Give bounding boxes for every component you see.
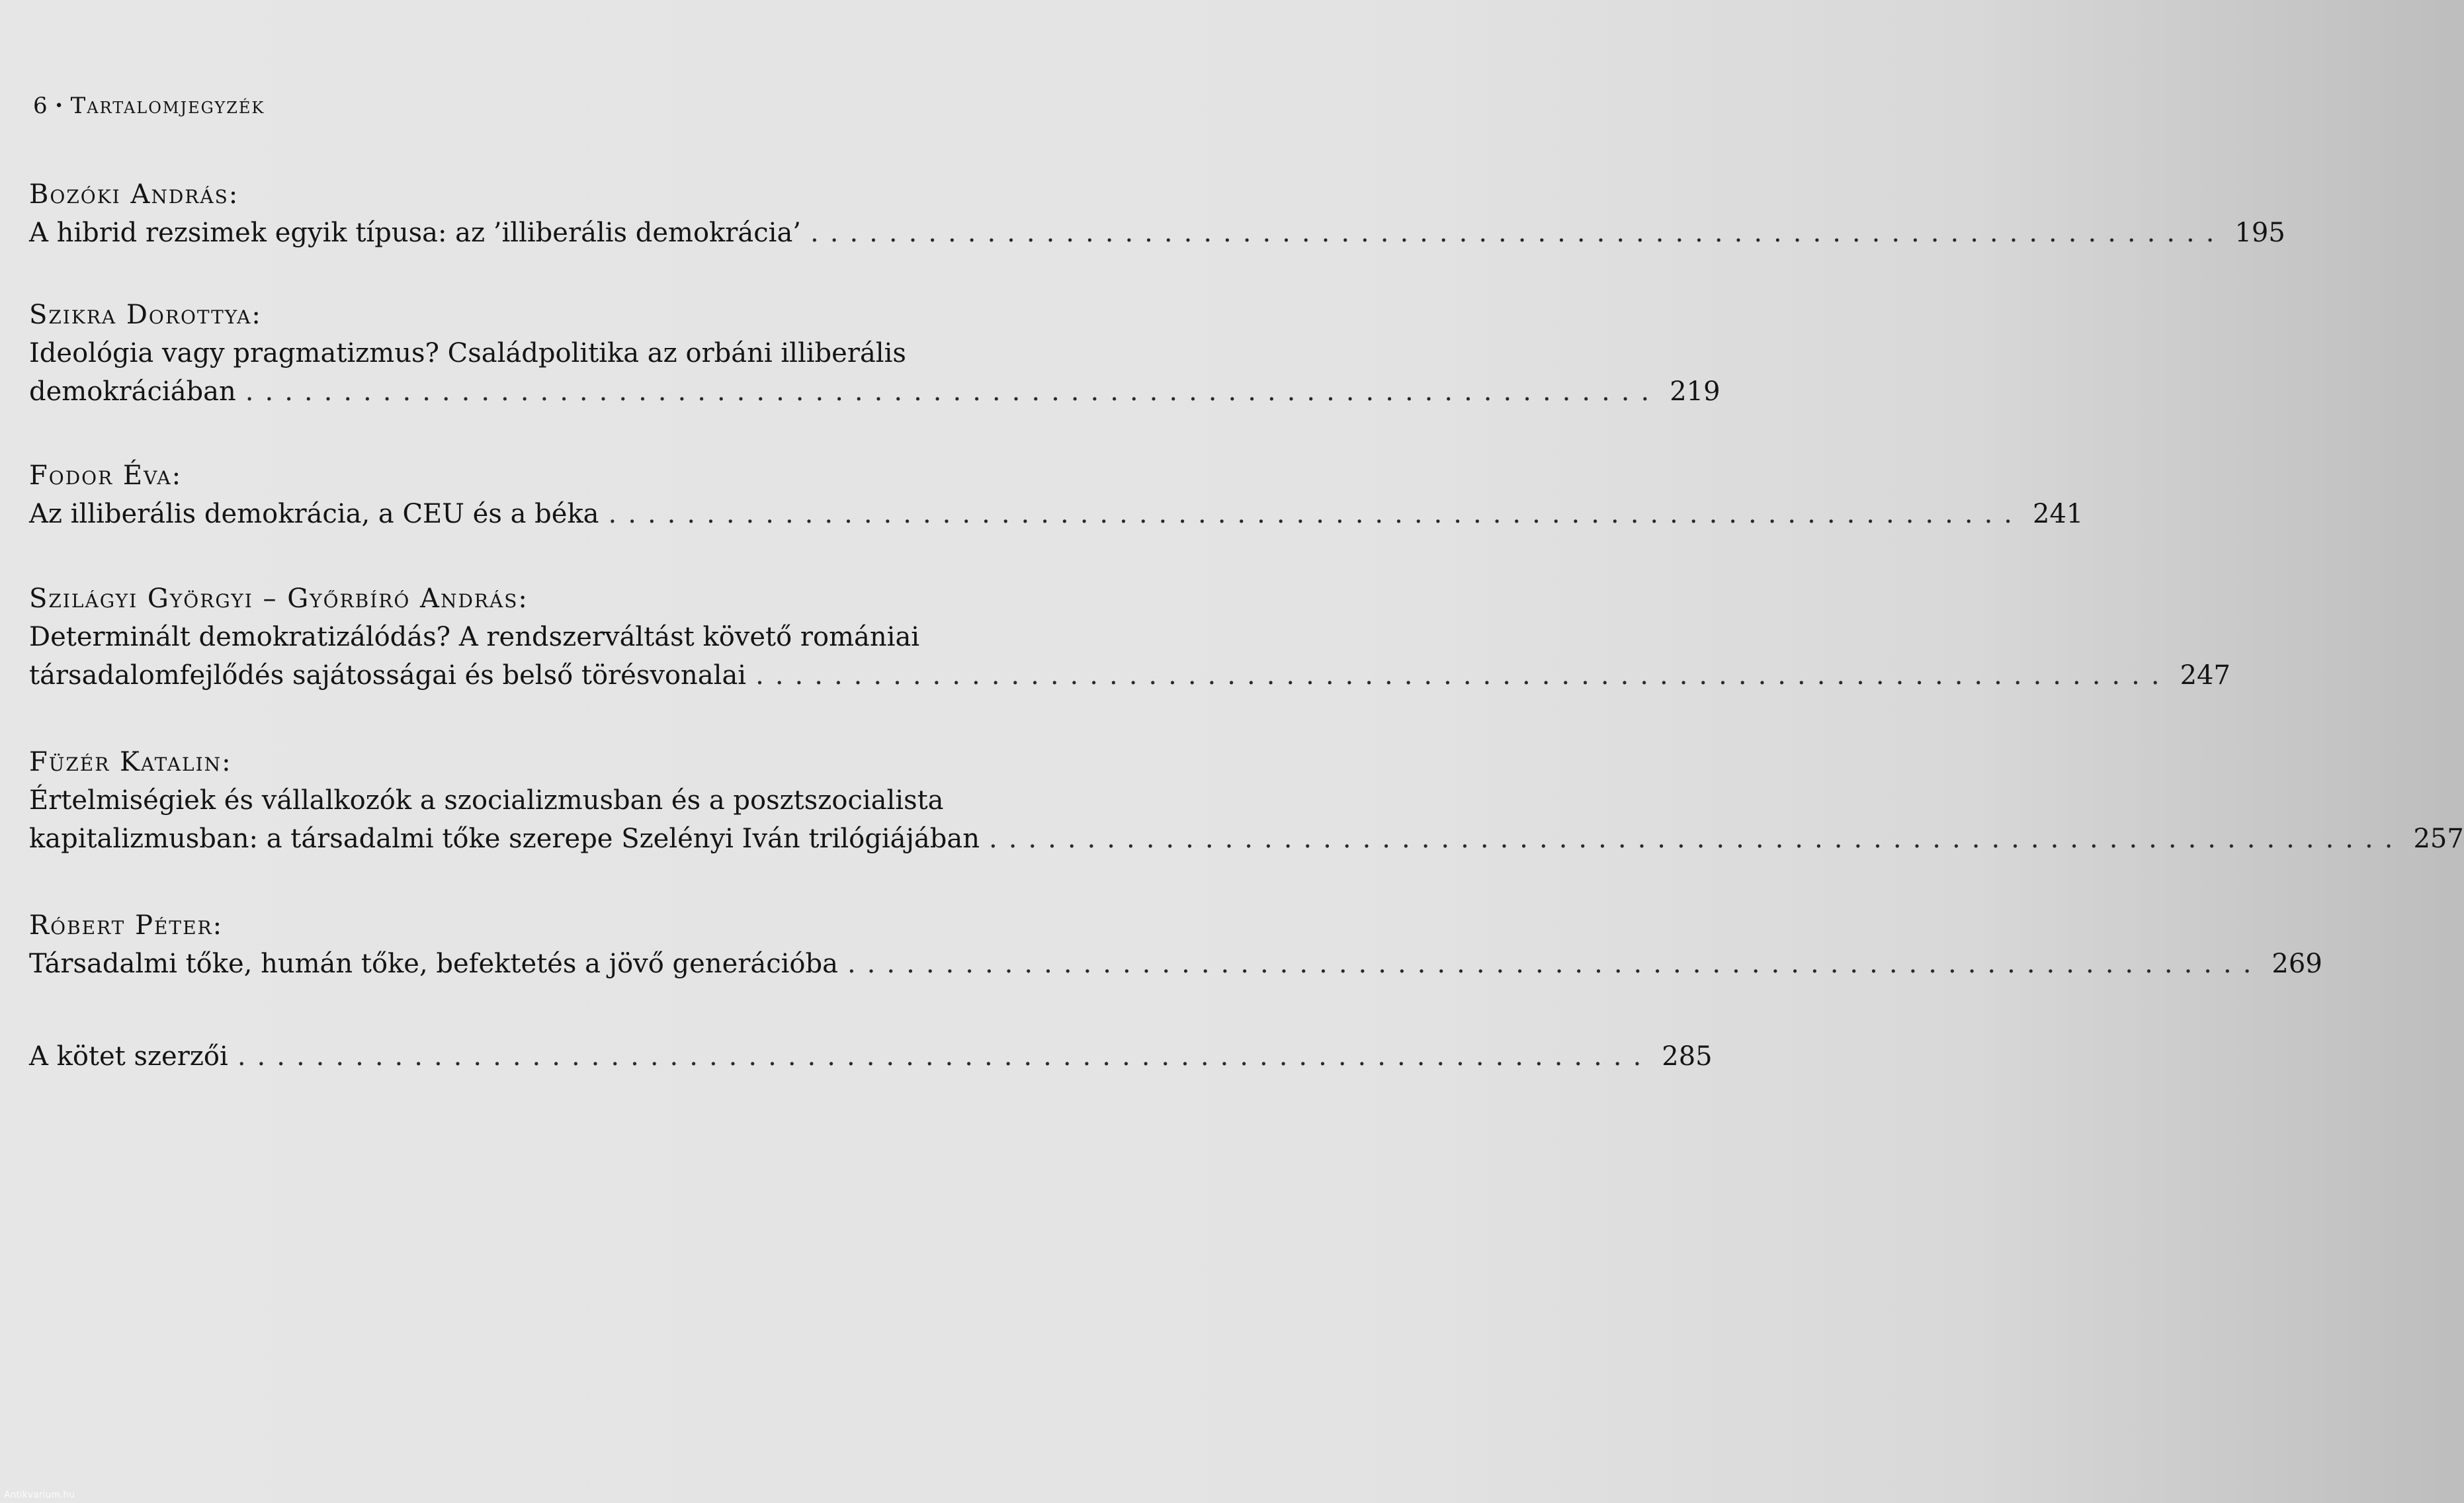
dot-leader: ........................................................................ (847, 949, 2263, 979)
toc-entry-page-number: 247 (2180, 660, 2230, 691)
watermark-text: Antikvarium.hu (4, 1490, 75, 1500)
toc-entry (29, 175, 2285, 252)
toc-entry-title-line (29, 945, 2322, 983)
toc-entry-title: Ideológia vagy pragmatizmus? Családpolitika az orbáni illiberális (29, 338, 906, 368)
toc-entry (29, 296, 1721, 411)
toc-entry-page-number: 269 (2272, 949, 2322, 979)
toc-entry-title: A kötet szerzői (29, 1041, 228, 1072)
toc-entry-author: Bozóki András: (29, 179, 239, 210)
toc-entry-author: Szikra Dorottya: (29, 300, 262, 330)
toc-entry-title: Társadalmi tőke, humán tőke, befektetés a jövő generációba (29, 949, 838, 979)
dot-leader: ........................................................................ (237, 1041, 1653, 1072)
dot-leader: ........................................................................ (245, 376, 1661, 407)
toc-entry-title: Determinált demokratizálódás? A rendszerváltást követő romániai (29, 622, 920, 652)
dot-leader: ........................................................................ (988, 824, 2404, 854)
toc-entry-author: Szilágyi Györgyi – Győrbíró András: (29, 583, 529, 614)
running-header (33, 93, 265, 119)
dot-leader: ........................................................................ (608, 499, 2023, 529)
toc-entry-page-number: 257 (2413, 824, 2464, 854)
toc-entry (29, 743, 2464, 858)
toc-entry (29, 456, 2084, 533)
toc-entry-page-number: 285 (1662, 1041, 1713, 1072)
toc-entry-title: A hibrid rezsimek egyik típusa: az ’illiberális demokrácia’ (29, 218, 802, 248)
toc-entry-title: Értelmiségiek és vállalkozók a szocializmusban és a posztszocialista (29, 785, 944, 816)
toc-entry-title-line (29, 214, 2285, 252)
toc-entry-author: Róbert Péter: (29, 910, 224, 941)
header-separator: • (54, 97, 64, 114)
toc-entry-title-line (29, 495, 2084, 533)
toc-entry-title-line (29, 656, 2230, 695)
toc-entry-title: kapitalizmusban: a társadalmi tőke szerepe Szelényi Iván trilógiájában (29, 824, 980, 854)
toc-entry-title: társadalomfejlődés sajátosságai és belső törésvonalai (29, 660, 747, 691)
toc-entry-title-line (29, 820, 2464, 858)
toc-entry-title-line (29, 372, 1721, 411)
toc-entry-author: Füzér Katalin: (29, 747, 232, 777)
toc-entry-title: demokráciában (29, 376, 236, 407)
toc-entry-page-number: 241 (2033, 499, 2084, 529)
dot-leader: ........................................................................ (810, 218, 2226, 248)
header-page-number: 6 (33, 93, 48, 119)
toc-entry (29, 580, 2230, 695)
toc-entry (29, 1037, 1713, 1076)
dot-leader: ........................................................................ (755, 660, 2171, 691)
toc-entry-page-number: 219 (1670, 376, 1721, 407)
toc-entry-author: Fodor Éva: (29, 460, 183, 491)
toc-entry-title-line (29, 1037, 1713, 1076)
toc-entry (29, 906, 2322, 983)
toc-entry-title: Az illiberális demokrácia, a CEU és a béka (29, 499, 599, 529)
header-title: Tartalomjegyzék (70, 93, 265, 119)
toc-entry-page-number: 195 (2234, 218, 2285, 248)
